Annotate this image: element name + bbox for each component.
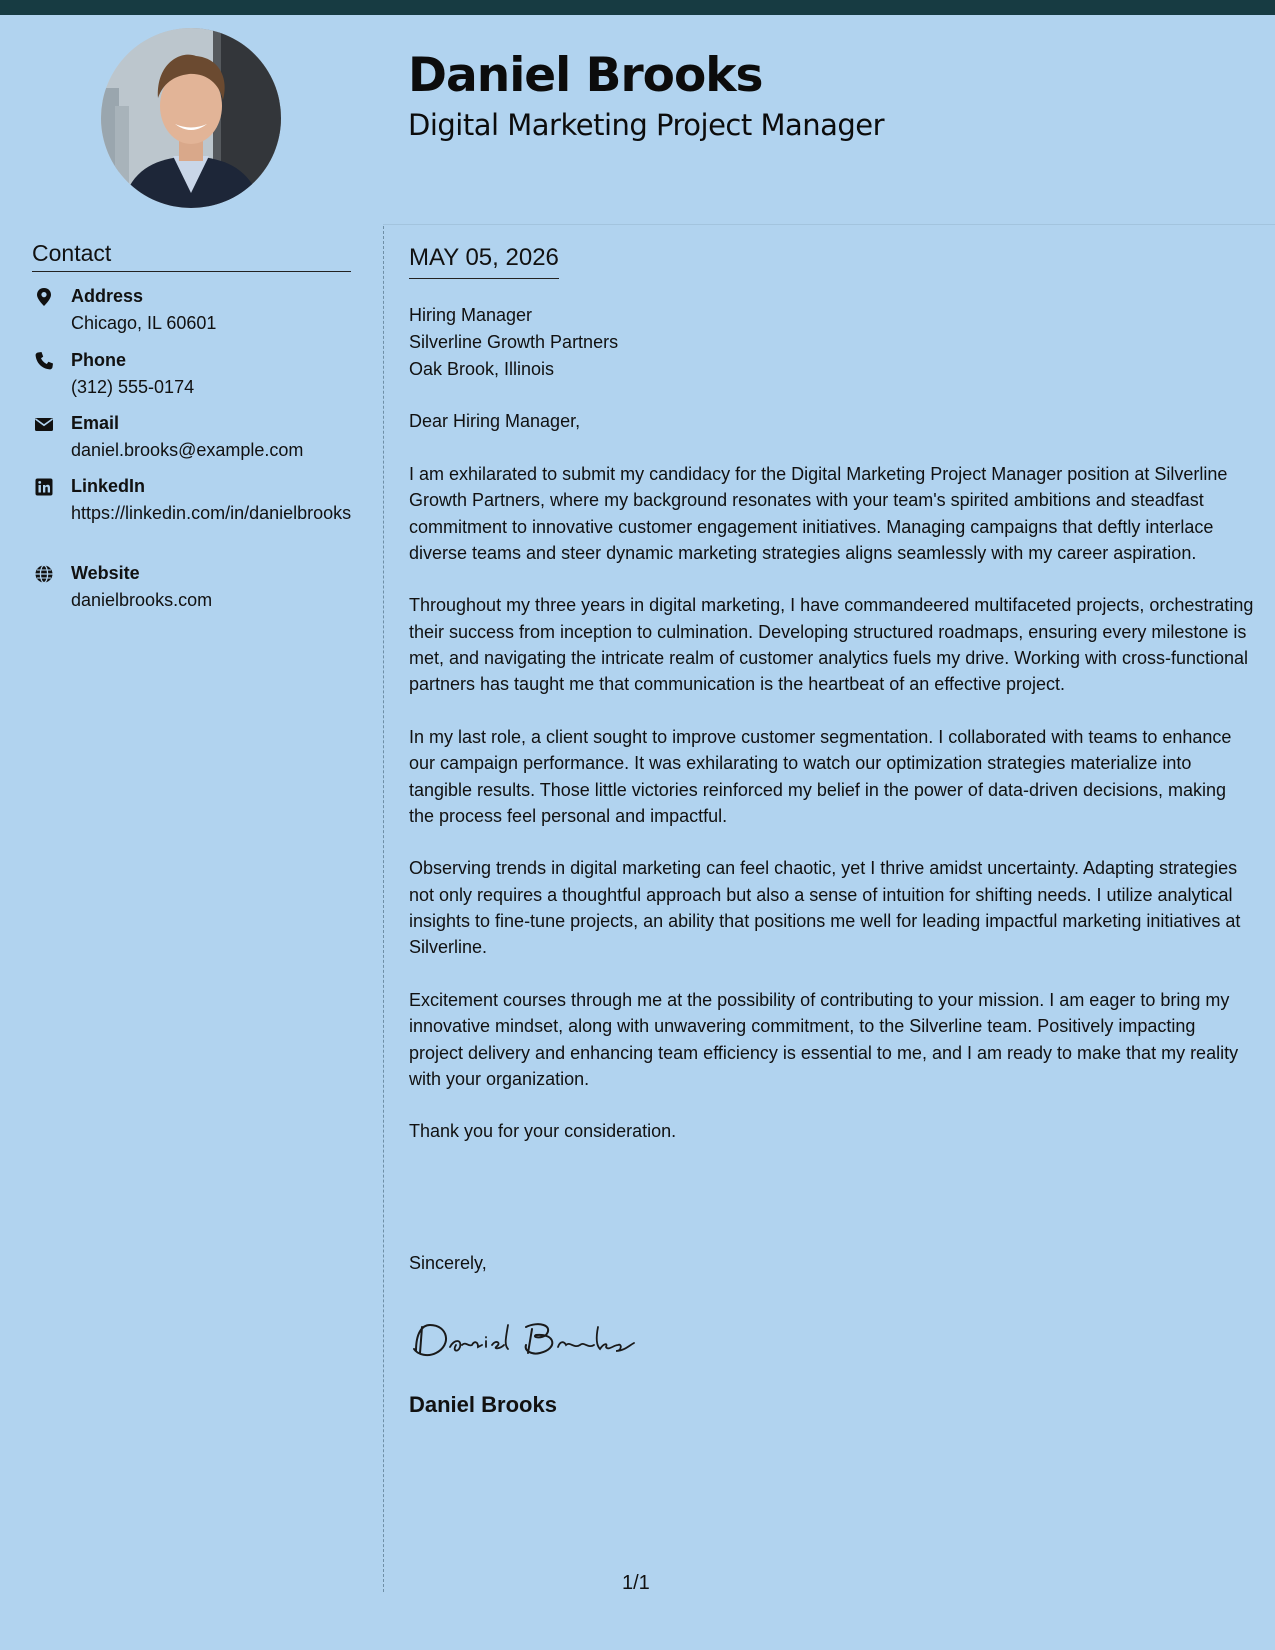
- top-bar: [0, 0, 1275, 15]
- letter-paragraph: Observing trends in digital marketing can feel chaotic, yet I thrive amidst uncertainty. Adapting strategies not only requires a thoughtful approach but also a sense of intuition for shifting needs. I utilize analytical insights to fine-tune projects, an ability that positions me well for leading impactful marketing initiatives at Silverline.: [409, 858, 1241, 958]
- recipient-line: Hiring Manager: [409, 305, 533, 325]
- contact-label: Website: [71, 563, 140, 583]
- page-number: 1/1: [622, 1572, 650, 1594]
- contact-label: Phone: [71, 350, 127, 370]
- contact-label: Address: [71, 286, 144, 306]
- contact-value: (312) 555-0174: [71, 377, 195, 397]
- greeting: Dear Hiring Manager,: [409, 411, 581, 432]
- column-divider: [383, 226, 384, 1592]
- recipient-line: Silverline Growth Partners: [409, 331, 619, 352]
- thanks-line: Thank you for your consideration.: [409, 1121, 677, 1142]
- letter-paragraph: Throughout my three years in digital marketing, I have commandeered multifaceted projects, orchestrating their success from inception to culmination. Developing structured roadmaps, ensuring every milestone is met, and navigating the intricate realm of customer analytics fuels my drive. Working with cross-functional partners has taught me that communication is the heartbeat of an effective project.: [409, 595, 1254, 695]
- signer-name: Daniel Brooks: [409, 1392, 557, 1417]
- profile-photo: [101, 28, 281, 208]
- applicant-name: Daniel Brooks: [408, 48, 763, 103]
- contact-label: LinkedIn: [71, 476, 146, 496]
- letter-paragraph: In my last role, a client sought to improve customer segmentation. I collaborated with teams to enhance our campaign performance. It was exhilarating to watch our optimization strategies materialize into tangible results. Those little victories reinforced my belief in the power of data-driven decisions, making the process feel personal and impactful.: [409, 726, 1232, 826]
- job-title: Digital Marketing Project Manager: [408, 108, 885, 142]
- contact-value[interactable]: danielbrooks.com: [71, 590, 213, 610]
- letter-paragraph: Excitement courses through me at the possibility of contributing to your mission. I am eager to bring my innovative mindset, along with unwavering commitment, to the Silverline team. Positively impacting project delivery and enhancing team efficiency is essential to me, and I am ready to make that my reality with your organization.: [409, 989, 1239, 1089]
- envelope-icon: [34, 414, 54, 434]
- recipient-line: Oak Brook, Illinois: [409, 358, 555, 379]
- contact-label: Email: [71, 413, 120, 433]
- contact-heading: Contact: [32, 240, 351, 272]
- contact-value: Chicago, IL 60601: [71, 313, 217, 333]
- recipient-block: [409, 302, 1254, 382]
- linkedin-icon: [34, 477, 54, 497]
- signature-image: [408, 1313, 638, 1368]
- globe-icon: [34, 564, 54, 584]
- letter-body: [409, 302, 1254, 1171]
- letter-paragraph: I am exhilarated to submit my candidacy for the Digital Marketing Project Manager position at Silverline Growth Partners, where my background resonates with your team's spirited ambitions and steadfast commitment to innovative customer engagement initiatives. Managing campaigns that deftly interlace diverse teams and steer dynamic marketing strategies aligns seamlessly with my career aspiration.: [409, 463, 1228, 563]
- phone-icon: [34, 351, 54, 371]
- contact-value: daniel.brooks@example.com: [71, 440, 304, 460]
- header-divider: [383, 224, 1275, 225]
- closing: Sincerely,: [409, 1253, 487, 1273]
- map-pin-icon: [34, 287, 54, 307]
- letter-date: MAY 05, 2026: [409, 244, 559, 279]
- contact-value[interactable]: https://linkedin.com/in/danielbrooks: [71, 503, 352, 523]
